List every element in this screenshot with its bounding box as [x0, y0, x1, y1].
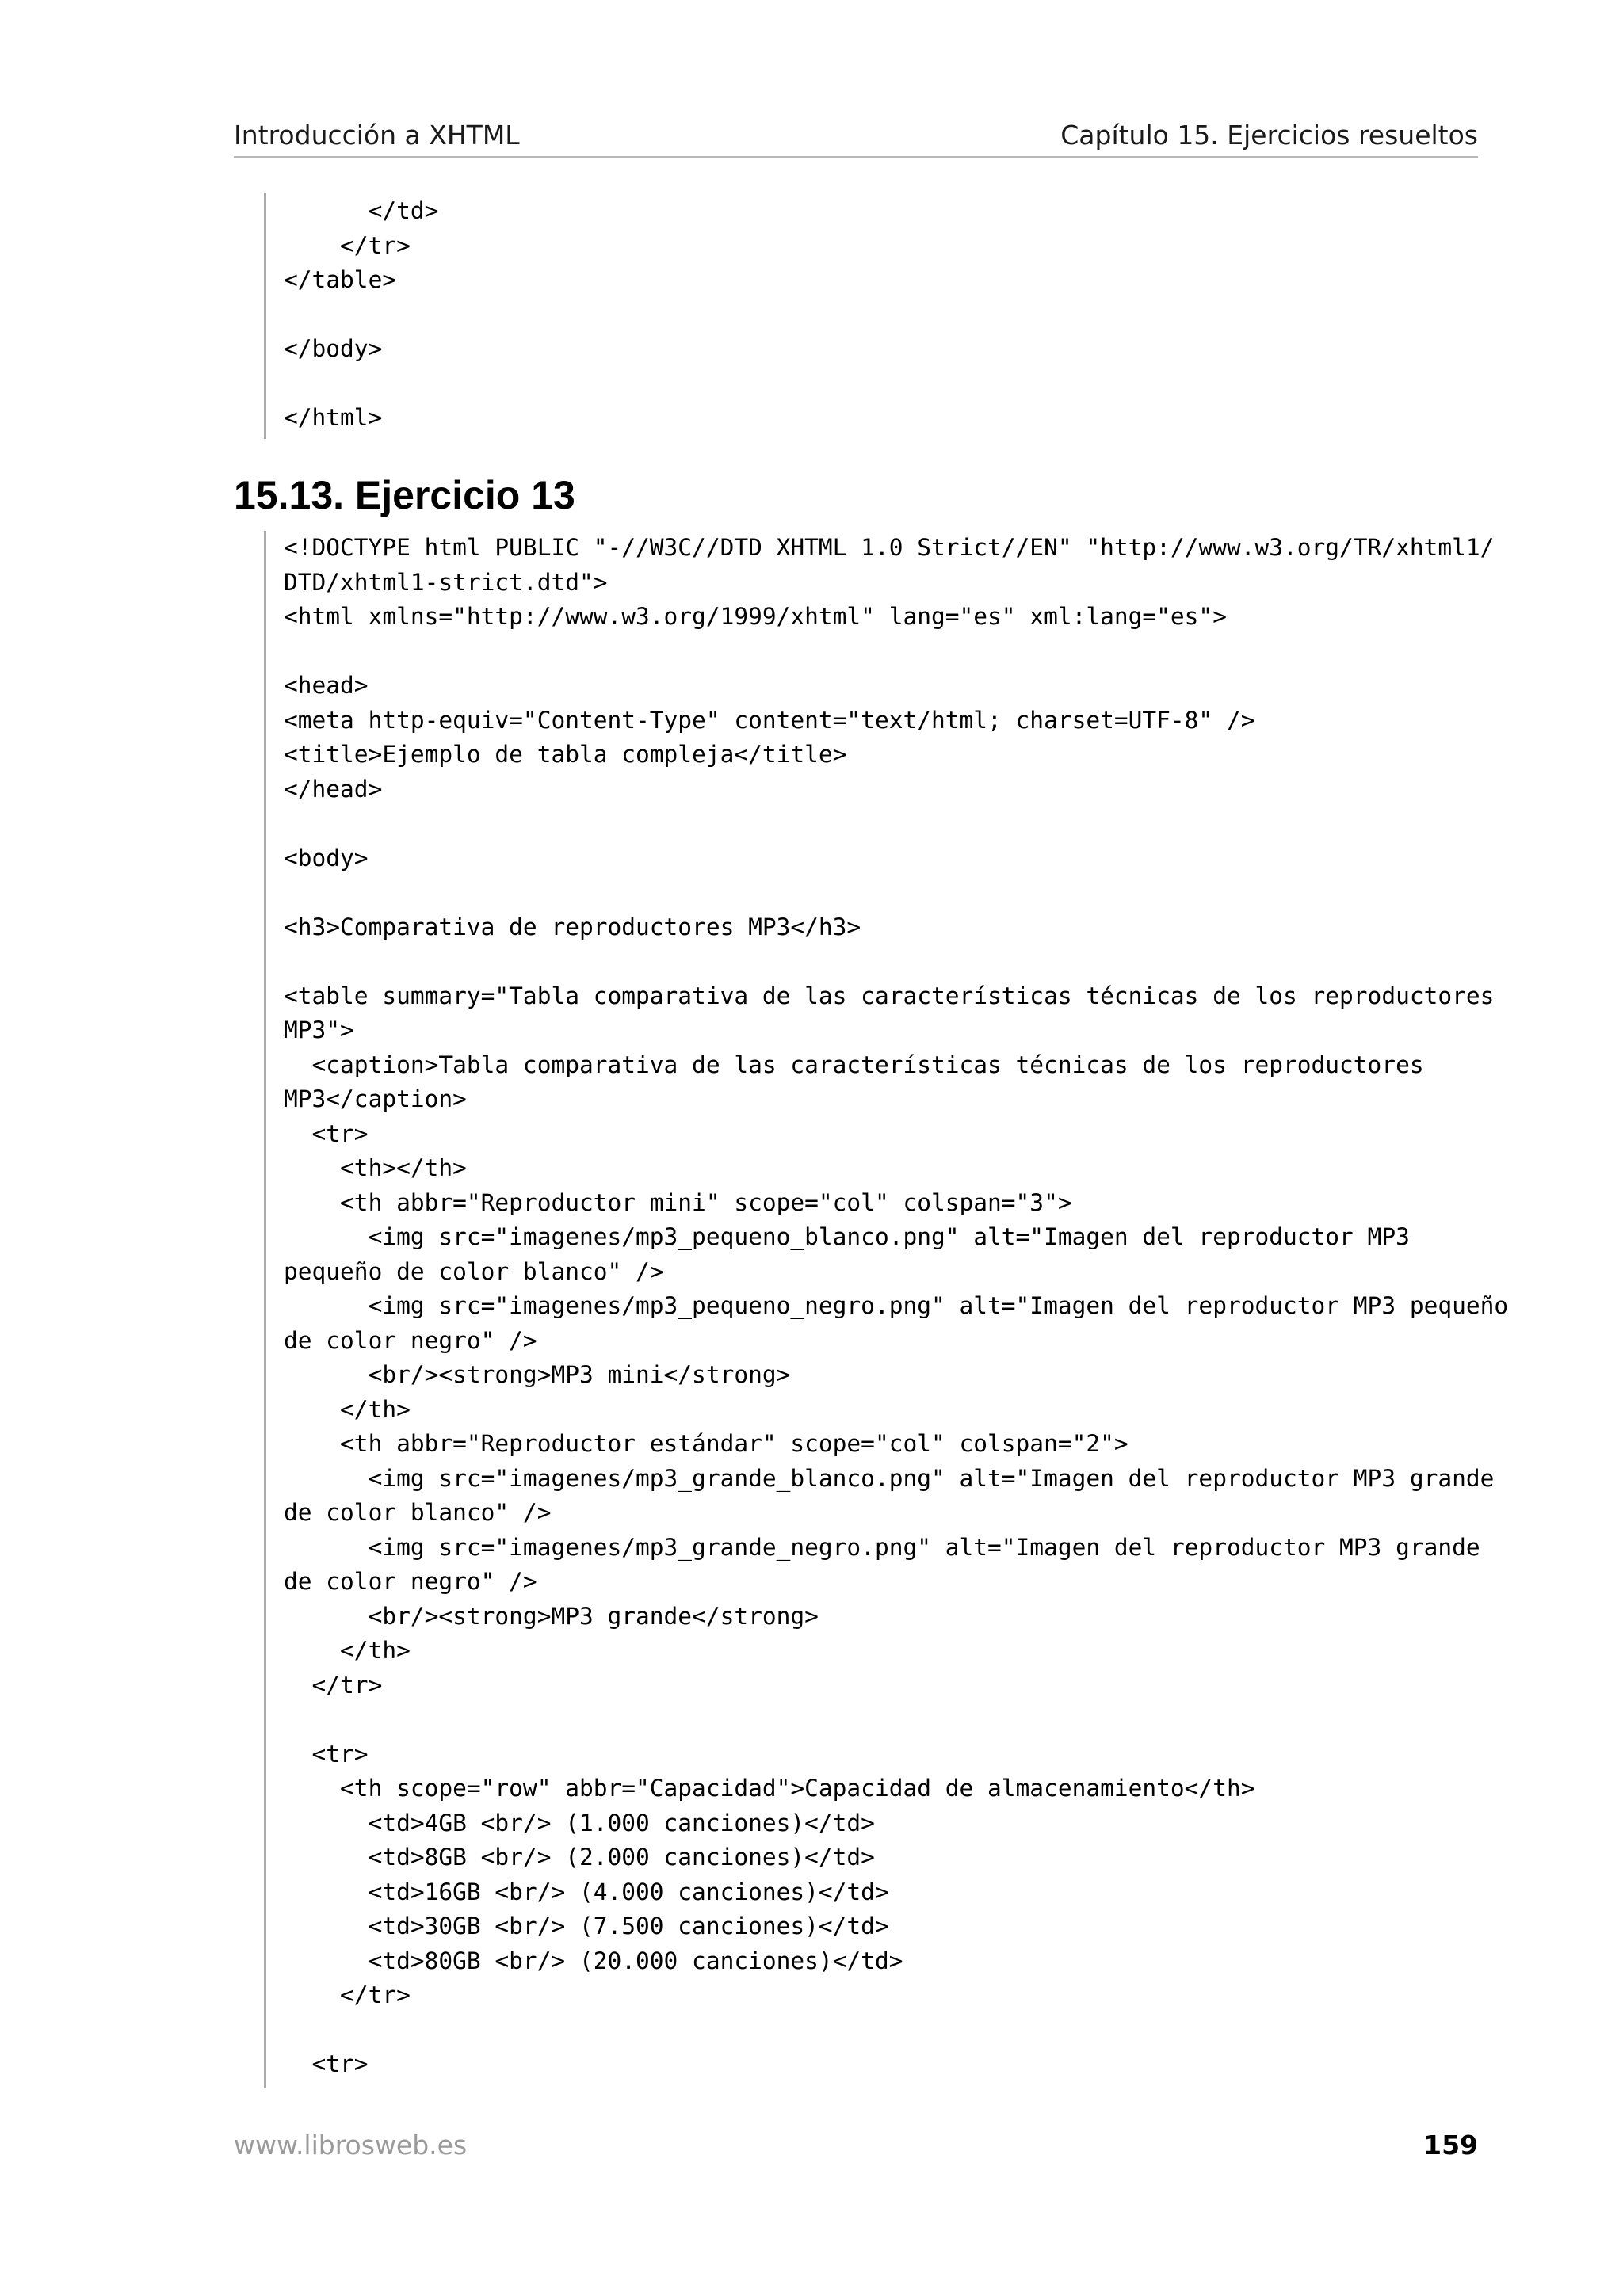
code-line: </html> — [284, 404, 383, 431]
code-line: </head> — [284, 775, 383, 803]
code-line: DTD/xhtml1-strict.dtd"> — [284, 568, 608, 596]
code-line — [284, 807, 1508, 841]
code-line: <title>Ejemplo de tabla compleja</title> — [284, 741, 847, 768]
code-line: </tr> — [284, 1981, 411, 2008]
code-line: <img src="imagenes/mp3_pequeno_negro.png" alt="Imagen del reproductor MP3 pequeño — [284, 1292, 1509, 1319]
code-line: <table summary="Tabla comparativa de las características técnicas de los reproductores — [284, 982, 1495, 1009]
code-line: </tr> — [284, 231, 411, 259]
code-line — [284, 1703, 1508, 1737]
code-line: </th> — [284, 1395, 411, 1423]
code-block-exercise-13 — [264, 531, 1508, 2088]
code-line: </table> — [284, 266, 397, 293]
page-footer — [234, 2130, 1478, 2169]
code-line: <meta http-equiv="Content-Type" content="text/html; charset=UTF-8" /> — [284, 706, 1255, 734]
page-header — [234, 115, 1478, 158]
code-line: </body> — [284, 335, 383, 362]
code-line: <th></th> — [284, 1154, 467, 1181]
section-heading: 15.13. Ejercicio 13 — [234, 473, 575, 517]
header-book-title: Introducción a XHTML — [234, 120, 520, 151]
code-line: de color negro" /> — [284, 1568, 537, 1595]
code-line: <head> — [284, 672, 369, 699]
code-line: <td>80GB <br/> (20.000 canciones)</td> — [284, 1947, 903, 1974]
code-line: <img src="imagenes/mp3_grande_negro.png" alt="Imagen del reproductor MP3 grande — [284, 1533, 1480, 1561]
code-line: </td> — [284, 197, 439, 224]
code-line — [284, 298, 438, 333]
code-line: </tr> — [284, 1671, 383, 1699]
code-line: <h3>Comparativa de reproductores MP3</h3> — [284, 913, 861, 940]
code-line: <td>16GB <br/> (4.000 canciones)</td> — [284, 1878, 889, 1905]
code-line — [284, 635, 1508, 669]
code-line: <img src="imagenes/mp3_pequeno_blanco.png" alt="Imagen del reproductor MP3 — [284, 1223, 1410, 1250]
code-line: <html xmlns="http://www.w3.org/1999/xhtml" lang="es" xml:lang="es"> — [284, 603, 1227, 630]
code-line: <th scope="row" abbr="Capacidad">Capacidad de almacenamiento</th> — [284, 1775, 1255, 1802]
code-line: <td>8GB <br/> (2.000 canciones)</td> — [284, 1844, 875, 1871]
page-number: 159 — [1423, 2130, 1478, 2161]
code-line: <th abbr="Reproductor mini" scope="col" colspan="3"> — [284, 1188, 1072, 1216]
header-chapter-title: Capítulo 15. Ejercicios resueltos — [1060, 120, 1478, 151]
code-line: MP3</caption> — [284, 1085, 467, 1112]
code-line: <img src="imagenes/mp3_grande_blanco.png" alt="Imagen del reproductor MP3 grande — [284, 1464, 1495, 1492]
code-block-previous-exercise-end — [264, 193, 438, 439]
code-line: <!DOCTYPE html PUBLIC "-//W3C//DTD XHTML 1.0 Strict//EN" "http://www.w3.org/TR/xhtml1/ — [284, 534, 1495, 561]
code-line — [284, 944, 1508, 979]
code-line: de color negro" /> — [284, 1326, 537, 1354]
code-line: <caption>Tabla comparativa de las características técnicas de los reproductores — [284, 1051, 1424, 1078]
code-line — [284, 2013, 1508, 2048]
code-line: MP3"> — [284, 1016, 354, 1043]
code-line: </th> — [284, 1637, 411, 1664]
code-line: pequeño de color blanco" /> — [284, 1257, 664, 1285]
code-line: <br/><strong>MP3 mini</strong> — [284, 1361, 791, 1388]
code-line: <td>4GB <br/> (1.000 canciones)</td> — [284, 1809, 875, 1836]
code-line — [284, 875, 1508, 910]
code-line: <tr> — [284, 2050, 369, 2077]
code-line: <br/><strong>MP3 grande</strong> — [284, 1602, 819, 1630]
code-line: de color blanco" /> — [284, 1499, 552, 1526]
code-line: <tr> — [284, 1740, 369, 1768]
code-line: <tr> — [284, 1119, 369, 1147]
code-line — [284, 367, 438, 402]
footer-website: www.librosweb.es — [234, 2130, 468, 2161]
code-line: <th abbr="Reproductor estándar" scope="col" colspan="2"> — [284, 1430, 1128, 1457]
code-line: <td>30GB <br/> (7.500 canciones)</td> — [284, 1913, 889, 1939]
code-line: <body> — [284, 844, 369, 871]
